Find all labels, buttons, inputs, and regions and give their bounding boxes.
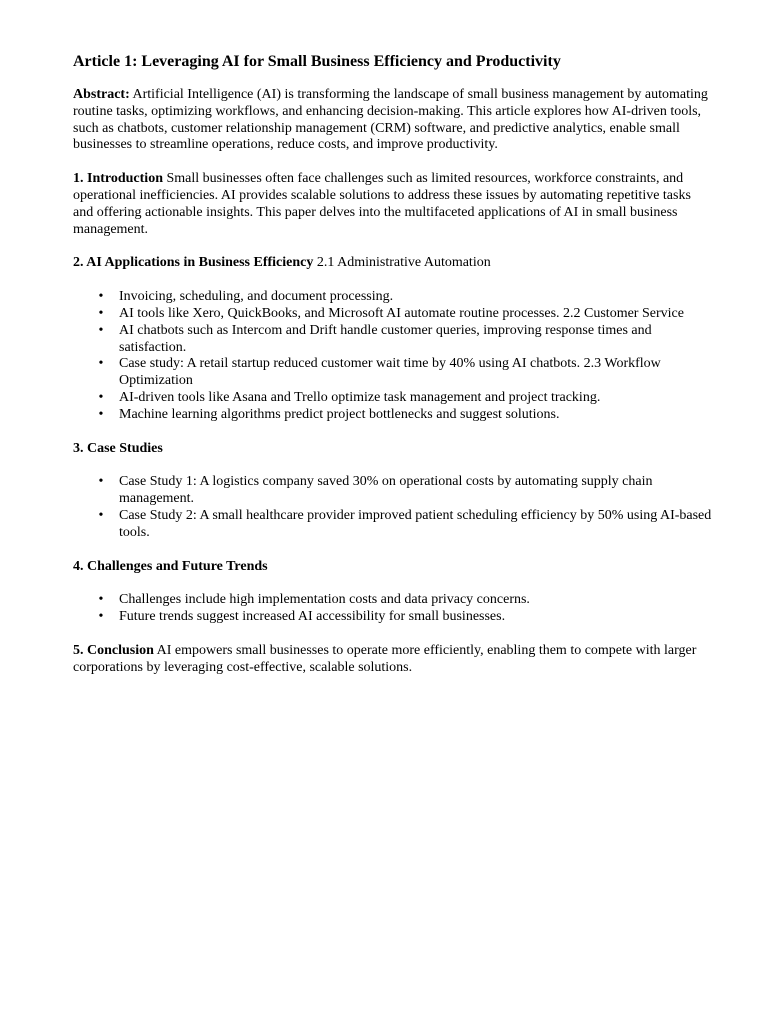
abstract-paragraph: [73, 87, 714, 154]
list-item-text: Future trends suggest increased AI accessibility for small businesses.: [119, 609, 506, 625]
challenges-heading: 4. Challenges and Future Trends: [73, 558, 268, 574]
list-item: [73, 407, 714, 424]
conclusion-paragraph: [73, 643, 714, 677]
list-item-text: AI-driven tools like Asana and Trello optimize task management and project tracking.: [119, 389, 601, 405]
bullet-icon: •: [98, 322, 104, 338]
list-item-text: Challenges include high implementation costs and data privacy concerns.: [119, 592, 530, 608]
bullet-icon: •: [98, 474, 104, 490]
case-studies-heading: 3. Case Studies: [73, 440, 163, 456]
list-item: [73, 289, 714, 306]
list-item-text: Machine learning algorithms predict project bottlenecks and suggest solutions.: [119, 406, 560, 422]
case-studies-list: [73, 474, 714, 541]
list-item: [73, 474, 714, 508]
list-item: [73, 323, 714, 357]
introduction-paragraph: [73, 171, 714, 238]
list-item-text: Invoicing, scheduling, and document processing.: [119, 289, 394, 305]
bullet-icon: •: [98, 592, 104, 608]
list-item-text: Case Study 2: A small healthcare provider improved patient scheduling efficiency by 50% using AI-based tools.: [119, 507, 712, 540]
bullet-icon: •: [98, 389, 104, 405]
list-item: [73, 356, 714, 390]
list-item: [73, 306, 714, 323]
list-item-text: AI tools like Xero, QuickBooks, and Microsoft AI automate routine processes. 2.2 Customer Service: [119, 305, 684, 321]
conclusion-text: AI empowers small businesses to operate more efficiently, enabling them to compete with larger corporations by leveraging cost-effective, scalable solutions.: [73, 642, 697, 675]
list-item: [73, 609, 714, 626]
bullet-icon: •: [98, 289, 104, 305]
article-title: Article 1: Leveraging AI for Small Business Efficiency and Productivity: [73, 53, 561, 70]
bullet-icon: •: [98, 609, 104, 625]
case-studies-paragraph: [73, 441, 714, 458]
abstract-text: Artificial Intelligence (AI) is transforming the landscape of small business management by automating routine tasks, optimizing workflows, and enhancing decision-making. This article explores how AI-driven tools, such as chatbots, customer relationship management (CRM) software, and predictive analytics, enable small businesses to streamline operations, reduce costs, and improve productivity.: [73, 87, 708, 153]
list-item: [73, 508, 714, 542]
applications-subheading: 2.1 Administrative Automation: [313, 255, 491, 271]
bullet-icon: •: [98, 507, 104, 523]
list-item: [73, 390, 714, 407]
bullet-icon: •: [98, 406, 104, 422]
applications-list: [73, 289, 714, 423]
challenges-paragraph: [73, 559, 714, 576]
list-item-text: AI chatbots such as Intercom and Drift handle customer queries, improving response times and satisfaction.: [119, 322, 652, 355]
introduction-heading: 1. Introduction: [73, 171, 163, 187]
list-item-text: Case Study 1: A logistics company saved 30% on operational costs by automating supply chain management.: [119, 474, 653, 507]
applications-heading: 2. AI Applications in Business Efficiency: [73, 255, 314, 271]
list-item-text: Case study: A retail startup reduced customer wait time by 40% using AI chatbots. 2.3 Workflow Optimization: [119, 356, 661, 389]
conclusion-heading: 5. Conclusion: [73, 642, 154, 658]
abstract-label: Abstract:: [73, 87, 130, 102]
bullet-icon: •: [98, 356, 104, 372]
bullet-icon: •: [98, 305, 104, 321]
applications-paragraph: [73, 255, 714, 272]
challenges-list: [73, 592, 714, 626]
introduction-text: Small businesses often face challenges such as limited resources, workforce constraints, and operational inefficiencies. AI provides scalable solutions to address these issues by automating repetitive tasks and offering actionable insights. This paper delves into the multifaceted applications of AI in small business management.: [73, 171, 691, 237]
list-item: [73, 592, 714, 609]
